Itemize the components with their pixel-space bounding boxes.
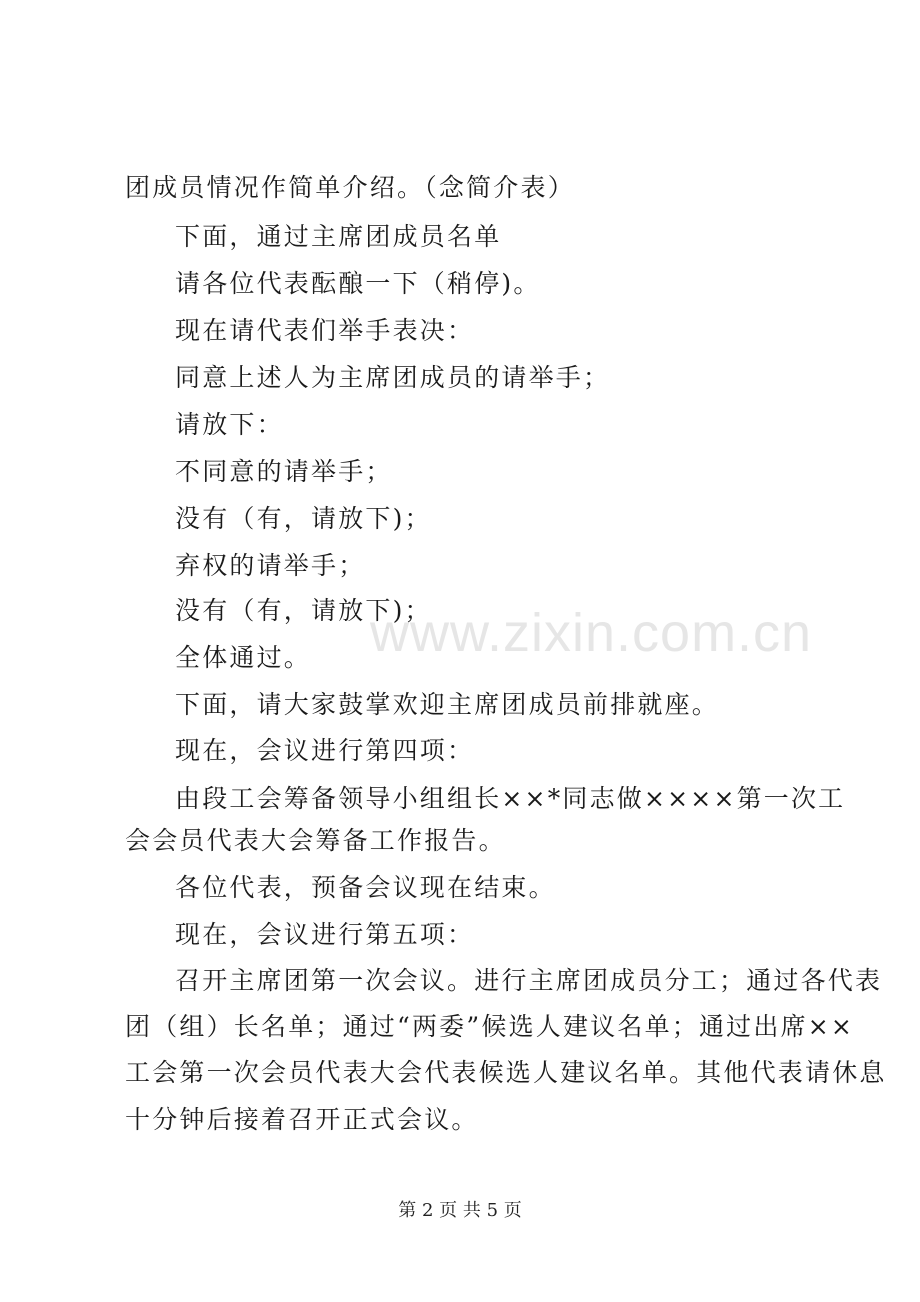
paragraph-line: 全体通过。 [175, 643, 312, 672]
paragraph-line: 会会员代表大会筹备工作报告。 [125, 826, 506, 855]
paragraph-line: 请放下： [175, 410, 284, 439]
paragraph-line: 现在，会议进行第五项： [175, 920, 475, 949]
watermark-text: www.zixin.com.cn [370, 603, 813, 663]
paragraph-line: 下面，通过主席团成员名单 [175, 222, 502, 251]
paragraph-line: 现在，会议进行第四项： [175, 736, 475, 765]
paragraph-line: 十分钟后接着召开正式会议。 [125, 1105, 479, 1134]
paragraph-line: 同意上述人为主席团成员的请举手； [175, 363, 611, 392]
paragraph-line: 下面，请大家鼓掌欢迎主席团成员前排就座。 [175, 690, 720, 719]
paragraph-line: 现在请代表们举手表决： [175, 316, 475, 345]
paragraph-line: 没有（有，请放下)； [175, 596, 432, 625]
paragraph-line: 工会第一次会员代表大会代表候选人建议名单。其他代表请休息 [125, 1058, 887, 1087]
page-footer: 第 2 页 共 5 页 [398, 1200, 522, 1221]
paragraph-line: 各位代表，预备会议现在结束。 [175, 873, 556, 902]
paragraph-line: 不同意的请举手； [175, 457, 393, 486]
paragraph-line: 团（组）长名单；通过“两委”候选人建议名单；通过出席×× [125, 1012, 855, 1041]
paragraph-line: 团成员情况作简单介绍。（念简介表） [125, 173, 575, 202]
paragraph-line: 没有（有，请放下)； [175, 504, 432, 533]
paragraph-line: 请各位代表酝酿一下（稍停)。 [175, 269, 541, 298]
paragraph-line: 弃权的请举手； [175, 551, 366, 580]
paragraph-line: 由段工会筹备领导小组组长××*同志做××××第一次工 [175, 784, 846, 813]
paragraph-line: 召开主席团第一次会议。进行主席团成员分工；通过各代表 [175, 966, 883, 995]
